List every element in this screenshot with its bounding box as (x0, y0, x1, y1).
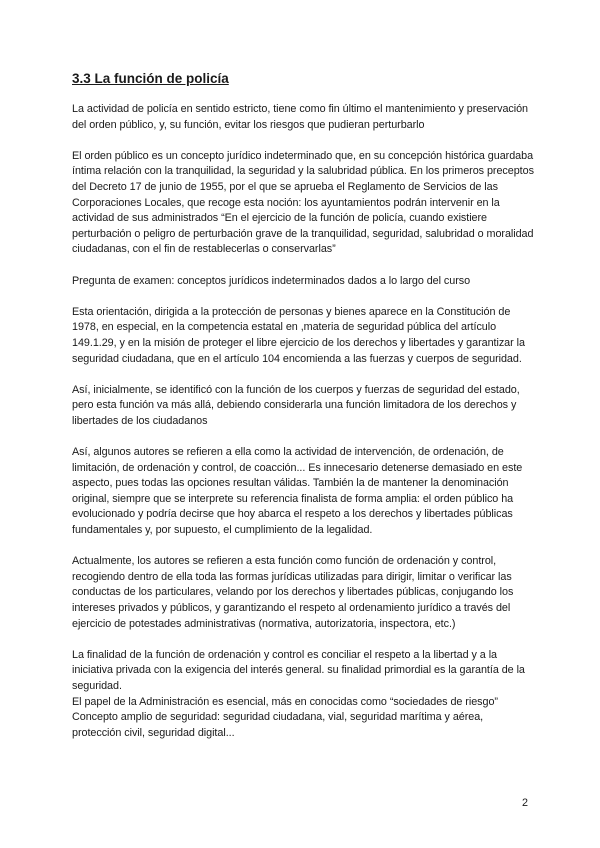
paragraph: El orden público es un concepto jurídico indeterminado que, en su concepción histórica guardaba íntima relación con la tranquilidad, la seguridad y la salubridad pública. En los primeros preceptos del Decreto 17 de junio de 1955, por el que se aprueba el Reglamento de Servicios de las Corporaciones Locales, que recoge esta noción: los ayuntamientos podrán intervenir en la actividad de sus administrados “En el ejercicio de la función de policía, cuando existiere perturbación o peligro de perturbación grave de la tranquilidad, seguridad, salubridad o moralidad ciudadanas, con el fin de restablecerlas o conservarlas” (72, 149, 534, 256)
paragraph: Actualmente, los autores se refieren a esta función como función de ordenación y control, recogiendo dentro de ella toda las formas jurídicas utilizadas para dirigir, limitar o verificar las conductas de los particulares, velando por los derechos y libertades públicas, conjugando los intereses privados y públicos, y garantizando el respeto al ordenamiento jurídico a través del ejercicio de potestades administrativas (normativa, autorizatoria, inspectora, etc.) (72, 555, 514, 630)
paragraph: La finalidad de la función de ordenación y control es conciliar el respeto a la libertad y a la iniciativa privada con la exigencia del interés general. su finalidad primordial es la garantía de la seguridad. (72, 648, 525, 692)
paragraph: La actividad de policía en sentido estricto, tiene como fin último el mantenimiento y preservación del orden público, y, su función, evitar los riesgos que pudieran perturbarlo (72, 103, 529, 131)
paragraph: Concepto amplio de seguridad: seguridad ciudadana, vial, seguridad marítima y aérea, protección civil, seguridad digital... (72, 711, 484, 739)
paragraph: Así, algunos autores se refieren a ella como la actividad de intervención, de ordenación, de limitación, de ordenación y control, de coacción... Es innecesario detenerse demasiado en este aspecto, pues todas las opciones resultan válidas. También la de mantener la denominación original, siempre que se interprete su referencia finalista de forma amplia: el orden público ha evolucionado y podría decirse que hoy abarca el respeto a los derechos y libertades públicas fundamentales y, por supuesto, el cumplimiento de la legalidad. (72, 446, 523, 537)
paragraph: Pregunta de examen: conceptos jurídicos indeterminados dados a lo largo del curso (72, 274, 471, 287)
section-heading: 3.3 La función de policía (72, 71, 229, 86)
paragraph: El papel de la Administración es esencial, más en conocidas como “sociedades de riesgo” (72, 695, 498, 708)
document-body (72, 102, 534, 741)
paragraph: Esta orientación, dirigida a la protección de personas y bienes aparece en la Constitución de 1978, en especial, en la competencia estatal en ,materia de seguridad pública del artículo 149.1.29, y en la misión de proteger el libre ejercicio de los derechos y libertades y garantizar la seguridad ciudadana, que en el artículo 104 encomienda a las fuerzas y cuerpos de seguridad. (72, 305, 525, 365)
paragraph: Así, inicialmente, se identificó con la función de los cuerpos y fuerzas de seguridad del estado, pero esta función va más allá, debiendo considerarla una función limitadora de los derechos y libertades de los ciudadanos (72, 383, 520, 427)
page-number: 2 (521, 797, 528, 809)
